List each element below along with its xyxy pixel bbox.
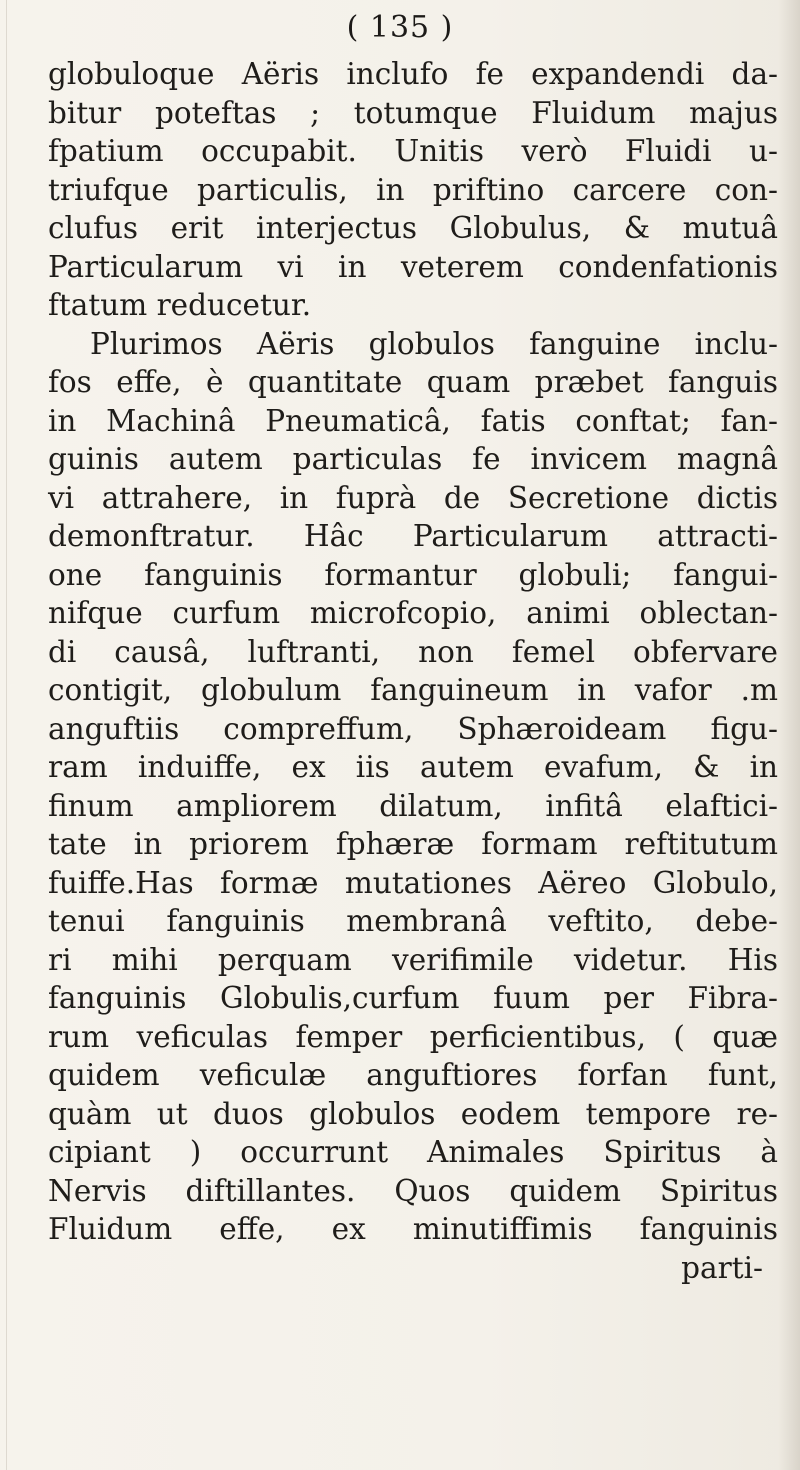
- text-line: rum veficulas femper perficientibus, ( quæ: [48, 1019, 778, 1054]
- text-line: bitur poteftas ; totumque Fluidum majus: [48, 95, 778, 130]
- text-line: demonftratur. Hâc Particularum attracti-: [48, 519, 778, 553]
- text-line: Fluidum effe, ex minutiffimis fanguinis: [48, 1212, 778, 1246]
- text-line: ri mihi perquam verifimile videtur. His: [48, 942, 778, 977]
- text-line: Particularum vi in veterem condenfationis: [48, 249, 778, 284]
- text-line: fos effe, è quantitate quam præbet fanguis: [48, 365, 778, 399]
- page-number: ( 135 ): [346, 10, 454, 45]
- text-line: fanguinis Globulis,curfum fuum per Fibra-: [48, 981, 778, 1015]
- body-text: [48, 55, 778, 1287]
- text-line: clufus erit interjectus Globulus, & mutuâ: [48, 211, 778, 245]
- text-line: quidem veficulæ anguftiores forfan funt,: [48, 1058, 778, 1092]
- text-line: one fanguinis formantur globuli; fangui-: [48, 557, 778, 592]
- text-line: ftatum reducetur.: [48, 288, 312, 322]
- text-line: fpatium occupabit. Unitis verò Fluidi u-: [48, 134, 778, 168]
- text-line: parti-: [681, 1250, 763, 1285]
- text-line: globuloque Aëris inclufo fe expandendi da-: [48, 57, 778, 91]
- text-line: cipiant ) occurrunt Animales Spiritus à: [48, 1135, 778, 1169]
- text-line: tenui fanguinis membranâ veftito, debe-: [48, 904, 778, 938]
- text-line: di causâ, luftranti, non femel obfervare: [48, 634, 778, 669]
- text-line: anguftiis compreffum, Sphæroideam figu-: [48, 711, 778, 746]
- text-line: triufque particulis, in priftino carcere con-: [48, 172, 778, 207]
- text-line: in Machinâ Pneumaticâ, fatis conftat; fan-: [48, 403, 778, 438]
- text-line: guinis autem particulas fe invicem magnâ: [48, 442, 778, 476]
- text-line: quàm ut duos globulos eodem tempore re-: [48, 1096, 778, 1131]
- text-line: nifque curfum microfcopio, animi oblectan-: [48, 596, 778, 630]
- page-edge-shadow: [778, 0, 800, 1470]
- text-line: ram induiffe, ex iis autem evafum, & in: [48, 750, 778, 784]
- text-line: finum ampliorem dilatum, infitâ elaftici-: [48, 788, 778, 823]
- text-line: vi attrahere, in fuprà de Secretione dictis: [48, 480, 778, 515]
- text-line: Plurimos Aëris globulos fanguine inclu-: [90, 326, 778, 361]
- text-line: Nervis diftillantes. Quos quidem Spiritus: [48, 1173, 778, 1208]
- text-line: fuiffe.Has formæ mutationes Aëreo Globulo,: [48, 865, 778, 900]
- text-line: tate in priorem fphæræ formam reftitutum: [48, 827, 778, 861]
- text-line: contigit, globulum fanguineum in vafor .m: [48, 673, 778, 707]
- gutter-line: [6, 0, 7, 1470]
